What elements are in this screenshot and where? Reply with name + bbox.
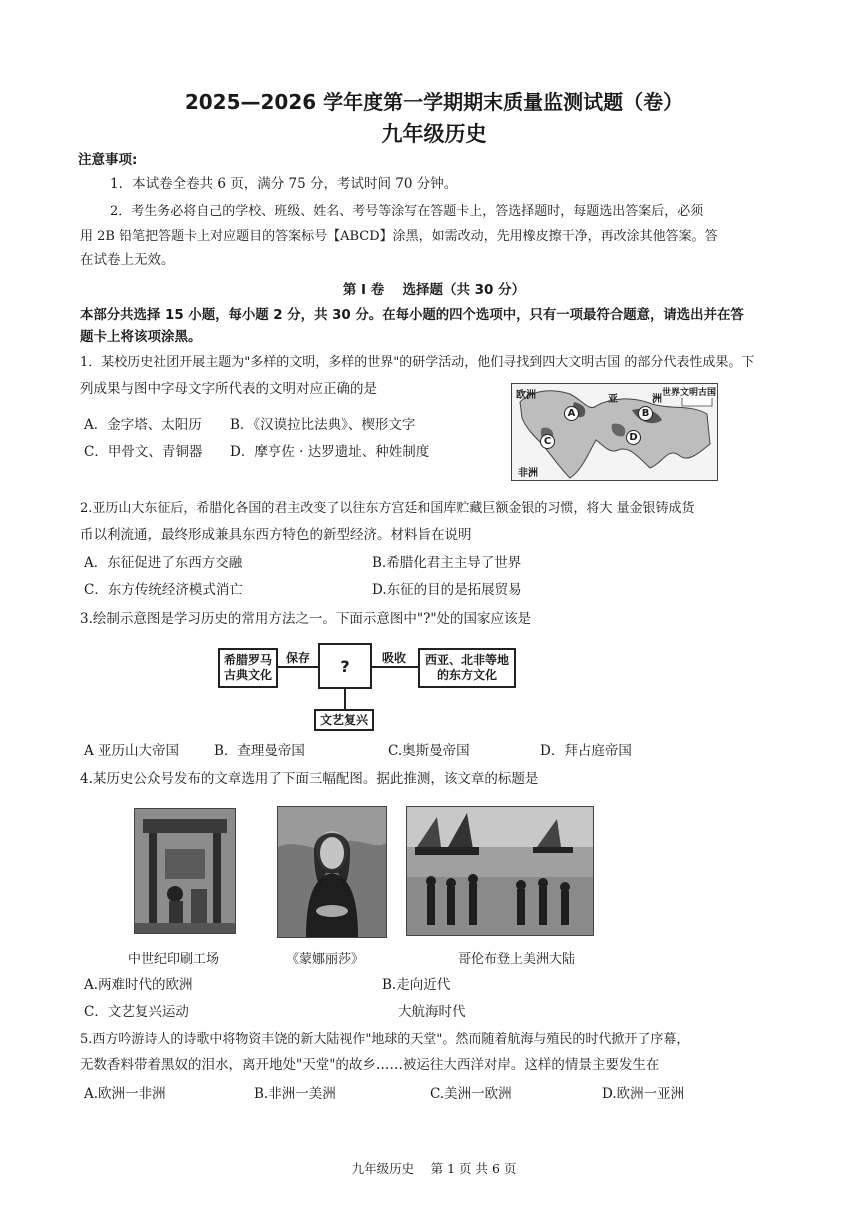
- q2-stem-line-2: 币以利流通，最终形成兼具东西方特色的新型经济。材料旨在说明: [80, 527, 472, 543]
- page-footer: 九年级历史 第 1 页 共 6 页: [351, 1161, 517, 1176]
- columbus-landing-image: [406, 806, 594, 936]
- notice-item-2-line-3: 在试卷上无效。: [80, 252, 175, 268]
- map-marker-d: D: [626, 430, 641, 445]
- section-intro-line-2: 题卡上将该项涂黑。: [80, 329, 202, 345]
- q3-option-c[interactable]: C.奥斯曼帝国: [388, 743, 470, 759]
- diagram-line-right: [372, 666, 418, 668]
- map-marker-b: B: [638, 406, 653, 421]
- q1-option-d[interactable]: D．摩亨佐 · 达罗遗址、种姓制度: [230, 444, 430, 460]
- map-label-asia-2: 洲: [652, 394, 662, 405]
- diagram-box-renaissance: 文艺复兴: [314, 709, 374, 731]
- q1-option-b[interactable]: B．《汉谟拉比法典》、楔形文字: [230, 417, 416, 433]
- diagram-label-preserve: 保存: [286, 651, 311, 665]
- caption-columbus: 哥伦布登上美洲大陆: [458, 952, 576, 967]
- diagram-box-classical-culture: [218, 648, 278, 688]
- q3-option-a[interactable]: A 亚历山大帝国: [84, 743, 180, 759]
- q5-option-a[interactable]: A.欧洲一非洲: [84, 1086, 166, 1102]
- diagram-box-eastern-culture-line-2: 的东方文化: [436, 668, 497, 682]
- q4-stem: 4.某历史公众号发布的文章选用了下面三幅配图。据此推测，该文章的标题是: [80, 771, 539, 787]
- notice-item-2-line-1: 2．考生务必将自己的学校、班级、姓名、考号等涂写在答题卡上，答选择题时，每题选出答案后，必须: [110, 204, 704, 219]
- diagram-box-eastern-culture: [418, 648, 516, 688]
- section-intro-line-1: 本部分共选择 15 小题，每小题 2 分，共 30 分。在每小题的四个选项中，只有一项最符合题意，请选出并在答: [80, 308, 744, 323]
- q4-option-b[interactable]: B.走向近代: [382, 977, 451, 993]
- diagram-box-unknown-country: ?: [318, 643, 372, 689]
- q1-option-c[interactable]: C．甲骨文、青铜器: [84, 444, 203, 460]
- q3-stem: 3.绘制示意图是学习历史的常用方法之一。下面示意图中"?"处的国家应该是: [80, 611, 532, 627]
- q4-option-c[interactable]: C．文艺复兴运动: [84, 1004, 189, 1020]
- q5-option-b[interactable]: B.非洲一美洲: [254, 1086, 336, 1102]
- diagram-label-absorb: 吸收: [382, 651, 407, 665]
- map-label-europe: 欧洲: [516, 390, 536, 401]
- q1-option-a[interactable]: A．金字塔、太阳历: [84, 417, 202, 433]
- map-label-asia-1: 亚: [608, 394, 618, 405]
- map-marker-a: A: [564, 406, 579, 421]
- q2-option-a[interactable]: A．东征促进了东西方交融: [84, 555, 243, 571]
- exam-title: 2025—2026 学年度第一学期期末质量监测试题（卷）: [184, 90, 684, 114]
- q3-option-d[interactable]: D．拜占庭帝国: [540, 743, 632, 759]
- q1-stem-line-2: 列成果与图中字母文字所代表的文明对应正确的是: [80, 381, 377, 397]
- q5-option-d[interactable]: D.欧洲一亚洲: [602, 1086, 685, 1102]
- columbus-landing-svg: [407, 807, 593, 935]
- q2-option-c[interactable]: C．东方传统经济模式消亡: [84, 582, 243, 598]
- notice-heading: 注意事项:: [78, 152, 138, 168]
- diagram-line-left: [278, 666, 318, 668]
- q5-stem-line-2: 无数香料带着黑奴的泪水，离开地处"天堂"的故乡……被运往大西洋对岸。这样的情景主要发生在: [80, 1057, 660, 1073]
- q2-stem-line-1: 2.亚历山大东征后，希腊化各国的君主改变了以往东方宫廷和国库贮藏巨额金银的习惯，将大 量金银铸成货: [80, 501, 695, 516]
- diagram-line-down: [344, 689, 346, 709]
- ancient-civilizations-map: [511, 383, 718, 481]
- section-title: 第 I 卷 选择题（共 30 分）: [342, 282, 526, 298]
- q2-option-d[interactable]: D.东征的目的是拓展贸易: [372, 582, 522, 598]
- q5-stem-line-1: 5.西方吟游诗人的诗歌中将物资丰饶的新大陆视作"地球的天堂"。然而随着航海与殖民的时代掀开了序幕，: [80, 1032, 690, 1047]
- q3-option-b[interactable]: B．查理曼帝国: [214, 743, 305, 759]
- map-label-africa: 非洲: [518, 468, 538, 479]
- printing-workshop-image: [134, 808, 236, 934]
- mona-lisa-svg: [278, 807, 386, 937]
- q1-stem-line-1: 1．某校历史社团开展主题为"多样的文明，多样的世界"的研学活动，他们寻找到四大文明古国 的部分代表性成果。下: [80, 355, 755, 370]
- q4-option-d[interactable]: 大航海时代: [398, 1004, 466, 1020]
- diagram-box-classical-culture-line-1: 希腊罗马: [223, 653, 272, 667]
- diagram-box-eastern-culture-line-1: 西亚、北非等地: [424, 653, 509, 667]
- exam-subject: 九年级历史: [381, 122, 487, 146]
- q4-option-a[interactable]: A.两难时代的欧洲: [84, 977, 193, 993]
- printing-workshop-svg: [135, 809, 235, 933]
- notice-item-1: 1．本试卷全卷共 6 页，满分 75 分，考试时间 70 分钟。: [110, 176, 458, 192]
- caption-mona-lisa: 《蒙娜丽莎》: [286, 952, 365, 967]
- caption-printing-workshop: 中世纪印刷工场: [128, 952, 220, 967]
- notice-item-2-line-2: 用 2B 铅笔把答题卡上对应题目的答案标号【ABCD】涂黑，如需改动，先用橡皮擦干净，再改涂其他答案。答: [80, 229, 718, 244]
- map-legend: 世界文明古国: [662, 385, 716, 398]
- q5-option-c[interactable]: C.美洲一欧洲: [430, 1086, 512, 1102]
- map-marker-c: C: [540, 434, 555, 449]
- q2-option-b[interactable]: B.希腊化君主主导了世界: [372, 555, 522, 571]
- diagram-box-classical-culture-line-2: 古典文化: [223, 668, 272, 682]
- mona-lisa-image: [277, 806, 387, 938]
